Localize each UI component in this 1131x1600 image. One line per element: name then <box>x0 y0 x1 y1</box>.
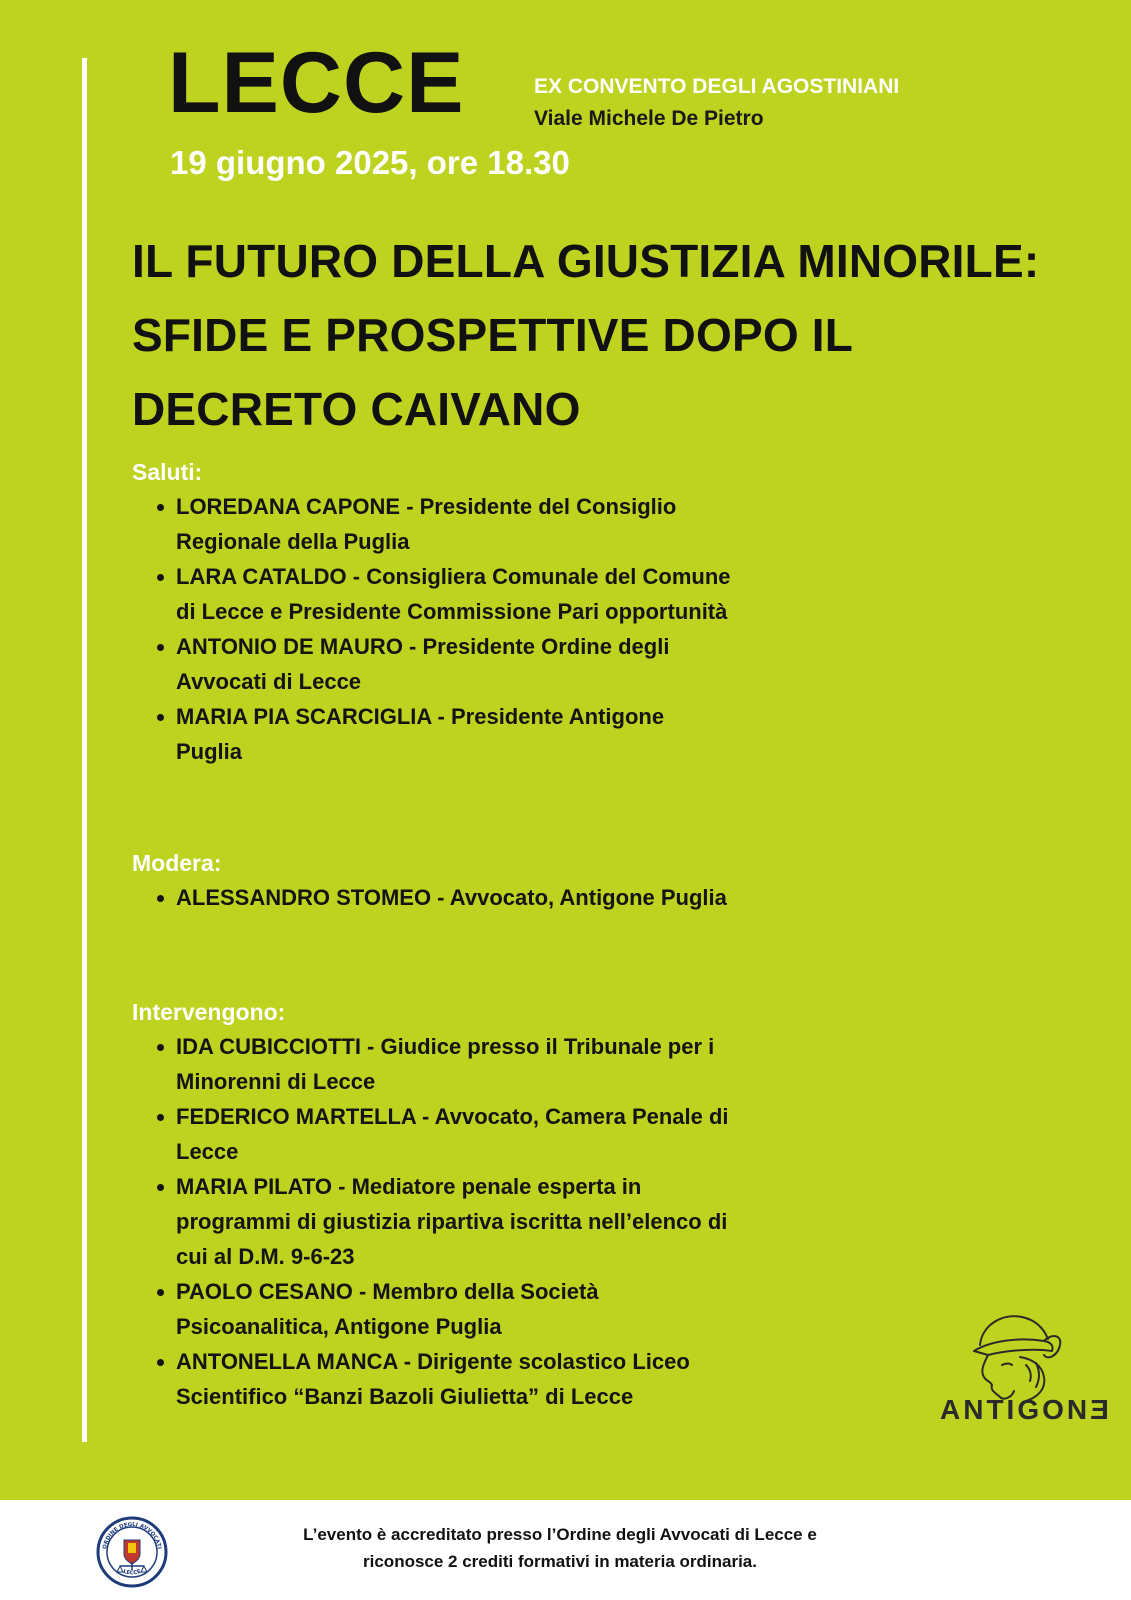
antigone-wordmark: ANTIGONƎ <box>940 1394 1112 1425</box>
list-item <box>132 699 732 769</box>
speaker-list-intervengono <box>132 1029 732 1414</box>
bullet-icon <box>157 644 164 651</box>
speaker-text: LOREDANA CAPONE - Presidente del Consiglio Regionale della Puglia <box>176 494 677 554</box>
section-modera <box>132 846 732 915</box>
bullet-icon <box>157 1044 164 1051</box>
speaker-list-saluti <box>132 489 732 769</box>
city-title: LECCE <box>168 35 465 131</box>
section-heading-modera: Modera: <box>132 850 222 876</box>
list-item <box>132 489 732 559</box>
list-item <box>132 880 732 915</box>
event-date-time: 19 giugno 2025, ore 18.30 <box>170 144 570 181</box>
speaker-list-modera <box>132 880 732 915</box>
bullet-icon <box>157 1289 164 1296</box>
bar-association-seal-icon <box>96 1516 168 1588</box>
vertical-divider <box>82 58 87 1442</box>
accreditation-line: riconosce 2 crediti formativi in materia ordinaria. <box>363 1552 757 1571</box>
speaker-text: ANTONELLA MANCA - Dirigente scolastico Liceo Scientifico “Banzi Bazoli Giulietta” di Lecce <box>176 1349 690 1409</box>
list-item <box>132 1169 732 1274</box>
speaker-text: MARIA PIA SCARCIGLIA - Presidente Antigone Puglia <box>176 704 665 764</box>
list-item <box>132 1099 732 1169</box>
speaker-text: PAOLO CESANO - Membro della Società Psicoanalitica, Antigone Puglia <box>176 1279 599 1339</box>
speaker-text: FEDERICO MARTELLA - Avvocato, Camera Penale di Lecce <box>176 1104 729 1164</box>
bullet-icon <box>157 1359 164 1366</box>
event-title-line: IL FUTURO DELLA GIUSTIZIA MINORILE: <box>132 235 1040 287</box>
bullet-icon <box>157 714 164 721</box>
venue-block <box>534 71 899 135</box>
venue-name: EX CONVENTO DEGLI AGOSTINIANI <box>534 75 900 98</box>
speaker-text: ALESSANDRO STOMEO - Avvocato, Antigone Puglia <box>176 885 727 910</box>
list-item <box>132 559 732 629</box>
speaker-text: ANTONIO DE MAURO - Presidente Ordine degli Avvocati di Lecce <box>176 634 670 694</box>
speaker-text: MARIA PILATO - Mediatore penale esperta in programmi di giustizia ripartiva iscritta nell’elenco di cui al D.M. 9-6-23 <box>176 1174 728 1269</box>
list-item <box>132 1029 732 1099</box>
section-heading-saluti: Saluti: <box>132 459 203 485</box>
speaker-text: IDA CUBICCIOTTI - Giudice presso il Tribunale per i Minorenni di Lecce <box>176 1034 715 1094</box>
section-saluti <box>132 455 732 769</box>
bullet-icon <box>157 1184 164 1191</box>
speaker-text: LARA CATALDO - Consigliera Comunale del Comune di Lecce e Presidente Commissione Pari opportunità <box>176 564 731 624</box>
list-item <box>132 629 732 699</box>
list-item <box>132 1274 732 1344</box>
bullet-icon <box>157 574 164 581</box>
bullet-icon <box>157 895 164 902</box>
accreditation-line: L’evento è accreditato presso l’Ordine degli Avvocati di Lecce e <box>303 1525 817 1544</box>
event-title-line: DECRETO CAIVANO <box>132 383 581 435</box>
bullet-icon <box>157 504 164 511</box>
event-title-line: SFIDE E PROSPETTIVE DOPO IL <box>132 309 854 361</box>
accreditation-note <box>250 1521 870 1575</box>
section-intervengono <box>132 995 732 1414</box>
list-item <box>132 1344 732 1414</box>
section-heading-intervengono: Intervengono: <box>132 999 286 1025</box>
event-title <box>132 224 1092 446</box>
seal-text-bottom: LECCE <box>122 1568 142 1577</box>
venue-address: Viale Michele De Pietro <box>534 107 764 130</box>
bullet-icon <box>157 1114 164 1121</box>
seal-text-top: ORDINE DEGLI AVVOCATI <box>102 1521 162 1550</box>
